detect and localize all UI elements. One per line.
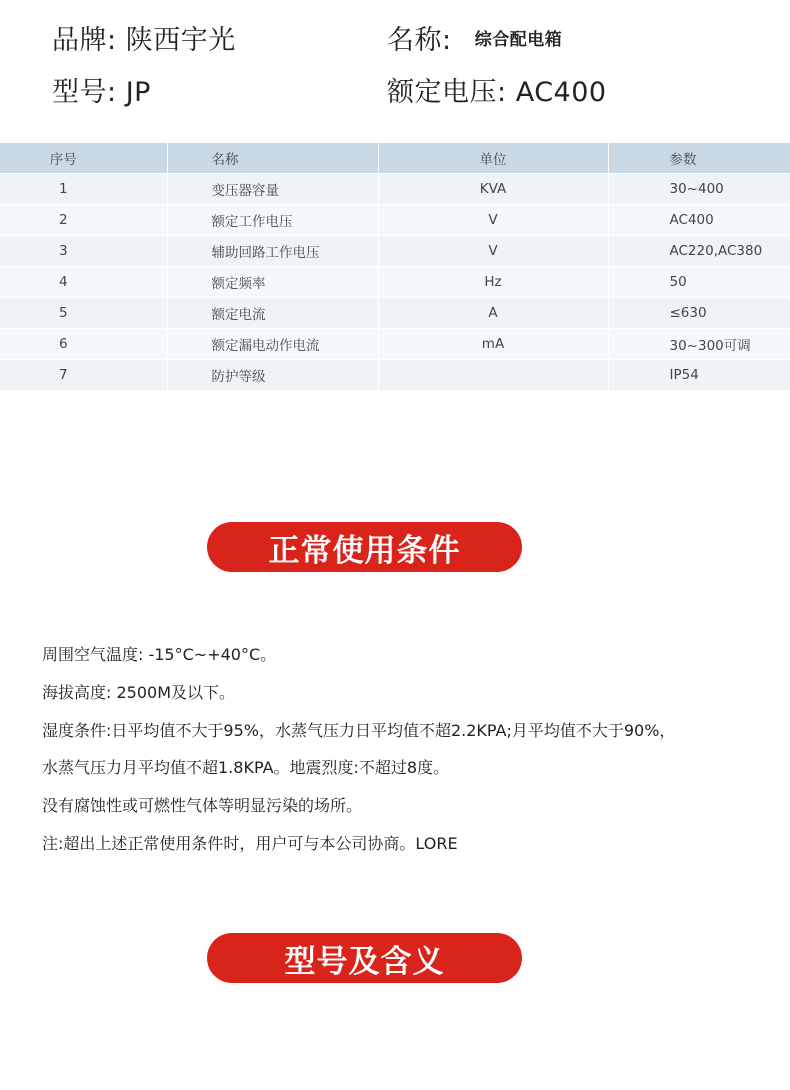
- cell-seq: 3: [0, 236, 167, 267]
- cell-unit: V: [378, 205, 608, 236]
- rated-voltage-label: 额定电压:: [387, 77, 507, 108]
- table-row: [0, 329, 790, 360]
- header-name: 名称: [167, 143, 378, 174]
- cell-unit: V: [378, 236, 608, 267]
- cell-param: ≤630: [608, 298, 790, 329]
- cell-unit: Hz: [378, 267, 608, 298]
- table-row: [0, 174, 790, 205]
- cell-name: 额定电流: [167, 298, 378, 329]
- cell-seq: 5: [0, 298, 167, 329]
- cell-param: AC400: [608, 205, 790, 236]
- brand-value: 陕西宇光: [125, 25, 236, 56]
- header-param: 参数: [608, 143, 790, 174]
- cell-unit: mA: [378, 329, 608, 360]
- condition-note: 注:超出上述正常使用条件时，用户可与本公司协商。LORE: [42, 833, 458, 853]
- section-title-normal-conditions: 正常使用条件: [207, 522, 522, 572]
- condition-humidity: 湿度条件:日平均值不大于95%，水蒸气压力日平均值不超2.2KPA;月平均值不大于90%，: [42, 720, 676, 740]
- brand-line: [52, 18, 236, 57]
- header-seq: 序号: [0, 143, 167, 174]
- cell-name: 防护等级: [167, 360, 378, 391]
- cell-seq: 4: [0, 267, 167, 298]
- cell-seq: 2: [0, 205, 167, 236]
- condition-environment: 没有腐蚀性或可燃性气体等明显污染的场所。: [42, 796, 363, 816]
- conditions-list: [42, 641, 782, 868]
- table-row: [0, 236, 790, 267]
- condition-altitude: 海拔高度: 2500M及以下。: [42, 682, 236, 702]
- brand-label: 品牌:: [52, 25, 117, 56]
- cell-param: 50: [608, 267, 790, 298]
- cell-name: 额定漏电动作电流: [167, 329, 378, 360]
- cell-name: 变压器容量: [167, 174, 378, 205]
- model-value: JP: [125, 77, 151, 108]
- model-line: [52, 70, 151, 109]
- product-name-line: [387, 18, 562, 57]
- cell-seq: 6: [0, 329, 167, 360]
- cell-name: 辅助回路工作电压: [167, 236, 378, 267]
- cell-unit: KVA: [378, 174, 608, 205]
- product-name-label: 名称:: [387, 25, 452, 56]
- cell-name: 额定频率: [167, 267, 378, 298]
- table-row: [0, 298, 790, 329]
- table-row: [0, 360, 790, 391]
- section-title-model-meaning: 型号及含义: [207, 933, 522, 983]
- cell-param: IP54: [608, 360, 790, 391]
- cell-param: 30~300可调: [608, 329, 790, 360]
- cell-param: 30~400: [608, 174, 790, 205]
- condition-vapor-seismic: 水蒸气压力月平均值不超1.8KPA。地震烈度:不超过8度。: [42, 758, 450, 778]
- table-row: [0, 205, 790, 236]
- table-row: [0, 267, 790, 298]
- table-header-row: [0, 143, 790, 174]
- header-unit: 单位: [378, 143, 608, 174]
- cell-seq: 1: [0, 174, 167, 205]
- cell-param: AC220,AC380: [608, 236, 790, 267]
- rated-voltage-line: [387, 70, 607, 109]
- product-name-value: 综合配电箱: [474, 30, 563, 50]
- condition-temperature: 周围空气温度: -15°C~+40°C。: [42, 645, 277, 664]
- model-label: 型号:: [52, 77, 117, 108]
- cell-name: 额定工作电压: [167, 205, 378, 236]
- cell-unit: A: [378, 298, 608, 329]
- cell-unit: [378, 360, 608, 391]
- cell-seq: 7: [0, 360, 167, 391]
- spec-table: [0, 143, 790, 391]
- rated-voltage-value: AC400: [515, 77, 607, 108]
